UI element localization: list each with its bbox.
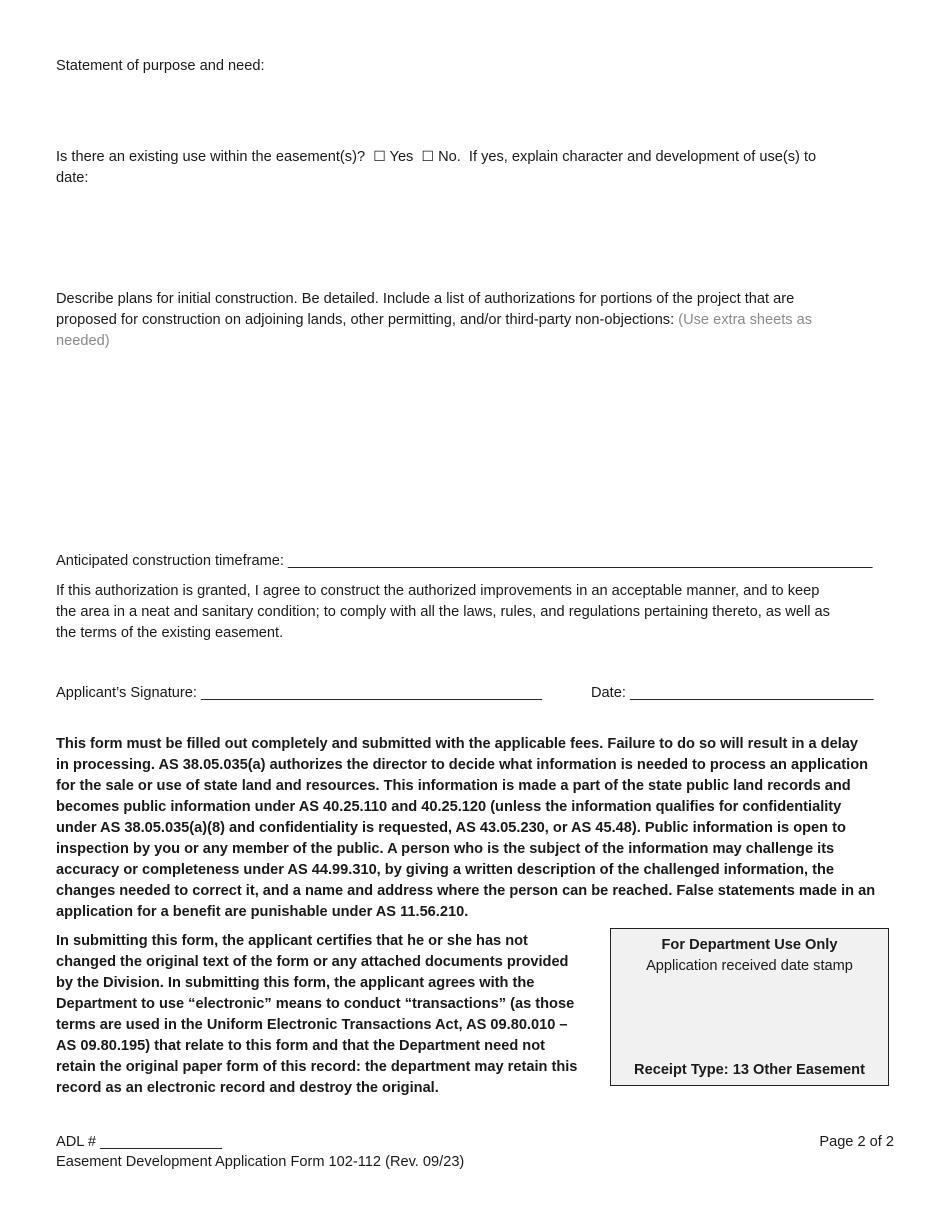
adl-blank[interactable]: _______________	[100, 1134, 222, 1150]
certification-line: record as an electronic record and destroy the original.	[56, 1080, 439, 1096]
date-blank[interactable]: ______________________________	[629, 685, 874, 701]
legal-notice-line: This form must be filled out completely and submitted with the applicable fees. Failure to do so will result in a delay	[56, 736, 858, 752]
yes-checkbox[interactable]: ☐	[373, 149, 386, 165]
legal-notice-line: application for a benefit are punishable under AS 11.56.210.	[56, 904, 469, 920]
certification-line: by the Division. In submitting this form, the applicant agrees with the	[56, 975, 535, 991]
signature-label: Applicant’s Signature:	[56, 685, 197, 701]
timeframe-blank[interactable]: ________________________________________________________________________	[288, 553, 873, 569]
receipt-type: Receipt Type: 13 Other Easement	[634, 1062, 865, 1078]
existing-use-followup: If yes, explain character and development of use(s) to	[468, 149, 817, 165]
certification-line: AS 09.80.195) that relate to this form and that the Department need not	[56, 1038, 545, 1054]
existing-use-text: Is there an existing use within the easement(s)?	[56, 149, 366, 165]
agreement-line2: the area in a neat and sanitary condition; to comply with all the laws, rules, and regulations pertaining thereto, as well as	[56, 604, 830, 620]
yes-label: Yes	[389, 149, 414, 165]
signature-blank[interactable]: __________________________________________	[200, 685, 542, 701]
extra-sheets-hint: (Use extra sheets as	[678, 312, 813, 328]
construction-plans-line1: Describe plans for initial construction. Be detailed. Include a list of authorizations for portions of the project that are	[56, 291, 795, 307]
agreement-line1: If this authorization is granted, I agree to construct the authorized improvements in an acceptable manner, and to keep	[56, 583, 820, 599]
construction-plans-line2	[56, 310, 812, 331]
certification-line: Department to use “electronic” means to conduct “transactions” (as those	[56, 996, 575, 1012]
timeframe-field	[56, 551, 872, 572]
certification-line: terms are used in the Uniform Electronic Transactions Act, AS 09.80.010 –	[56, 1017, 568, 1033]
certification-line: retain the original paper form of this record: the department may retain this	[56, 1059, 578, 1075]
certification-line: In submitting this form, the applicant certifies that he or she has not	[56, 933, 528, 949]
legal-notice-line: changes needed to correct it, and a name and address where the person can be reached. False statements made in an	[56, 883, 876, 899]
certification-line: changed the original text of the form or any attached documents provided	[56, 954, 569, 970]
purpose-label: Statement of purpose and need:	[56, 58, 265, 74]
existing-use-followup-line2: date:	[56, 170, 89, 186]
form-name: Easement Development Application Form 102-112 (Rev. 09/23)	[56, 1154, 465, 1170]
department-box-title: For Department Use Only	[661, 937, 838, 953]
certification	[56, 931, 604, 1099]
legal-notice-line: inspection by you or any member of the public. A person who is the subject of the information may challenge its	[56, 841, 835, 857]
legal-notice-line: for the sale or use of state land and resources. This information is made a part of the state public land records and	[56, 778, 851, 794]
department-use-box	[610, 928, 889, 1086]
extra-sheets-hint-cont: needed)	[56, 333, 110, 349]
date-field	[591, 683, 873, 704]
legal-notice-line: becomes public information under AS 40.25.110 and 40.25.120 (unless the information qualifies for confidentiality	[56, 799, 842, 815]
department-box-subtitle: Application received date stamp	[646, 958, 853, 974]
date-label: Date:	[591, 685, 626, 701]
legal-notice	[56, 734, 896, 923]
page-number: Page 2 of 2	[819, 1134, 894, 1150]
legal-notice-line: under AS 38.05.035(a)(8) and confidentiality is requested, AS 43.05.230, or AS 45.48). Public information is open to	[56, 820, 846, 836]
adl-field	[56, 1132, 222, 1153]
no-label: No.	[438, 149, 461, 165]
existing-use-question	[56, 147, 816, 168]
adl-label: ADL #	[56, 1134, 97, 1150]
agreement-line3: the terms of the existing easement.	[56, 625, 284, 641]
construction-plans-text: proposed for construction on adjoining lands, other permitting, and/or third-party non-objections:	[56, 312, 675, 328]
signature-field	[56, 683, 542, 704]
legal-notice-line: accuracy or completeness under AS 44.99.310, by giving a written description of the challenged information, the	[56, 862, 834, 878]
legal-notice-line: in processing. AS 38.05.035(a) authorizes the director to decide what information is needed to process an application	[56, 757, 869, 773]
no-checkbox[interactable]: ☐	[421, 149, 435, 165]
timeframe-label: Anticipated construction timeframe:	[56, 553, 284, 569]
